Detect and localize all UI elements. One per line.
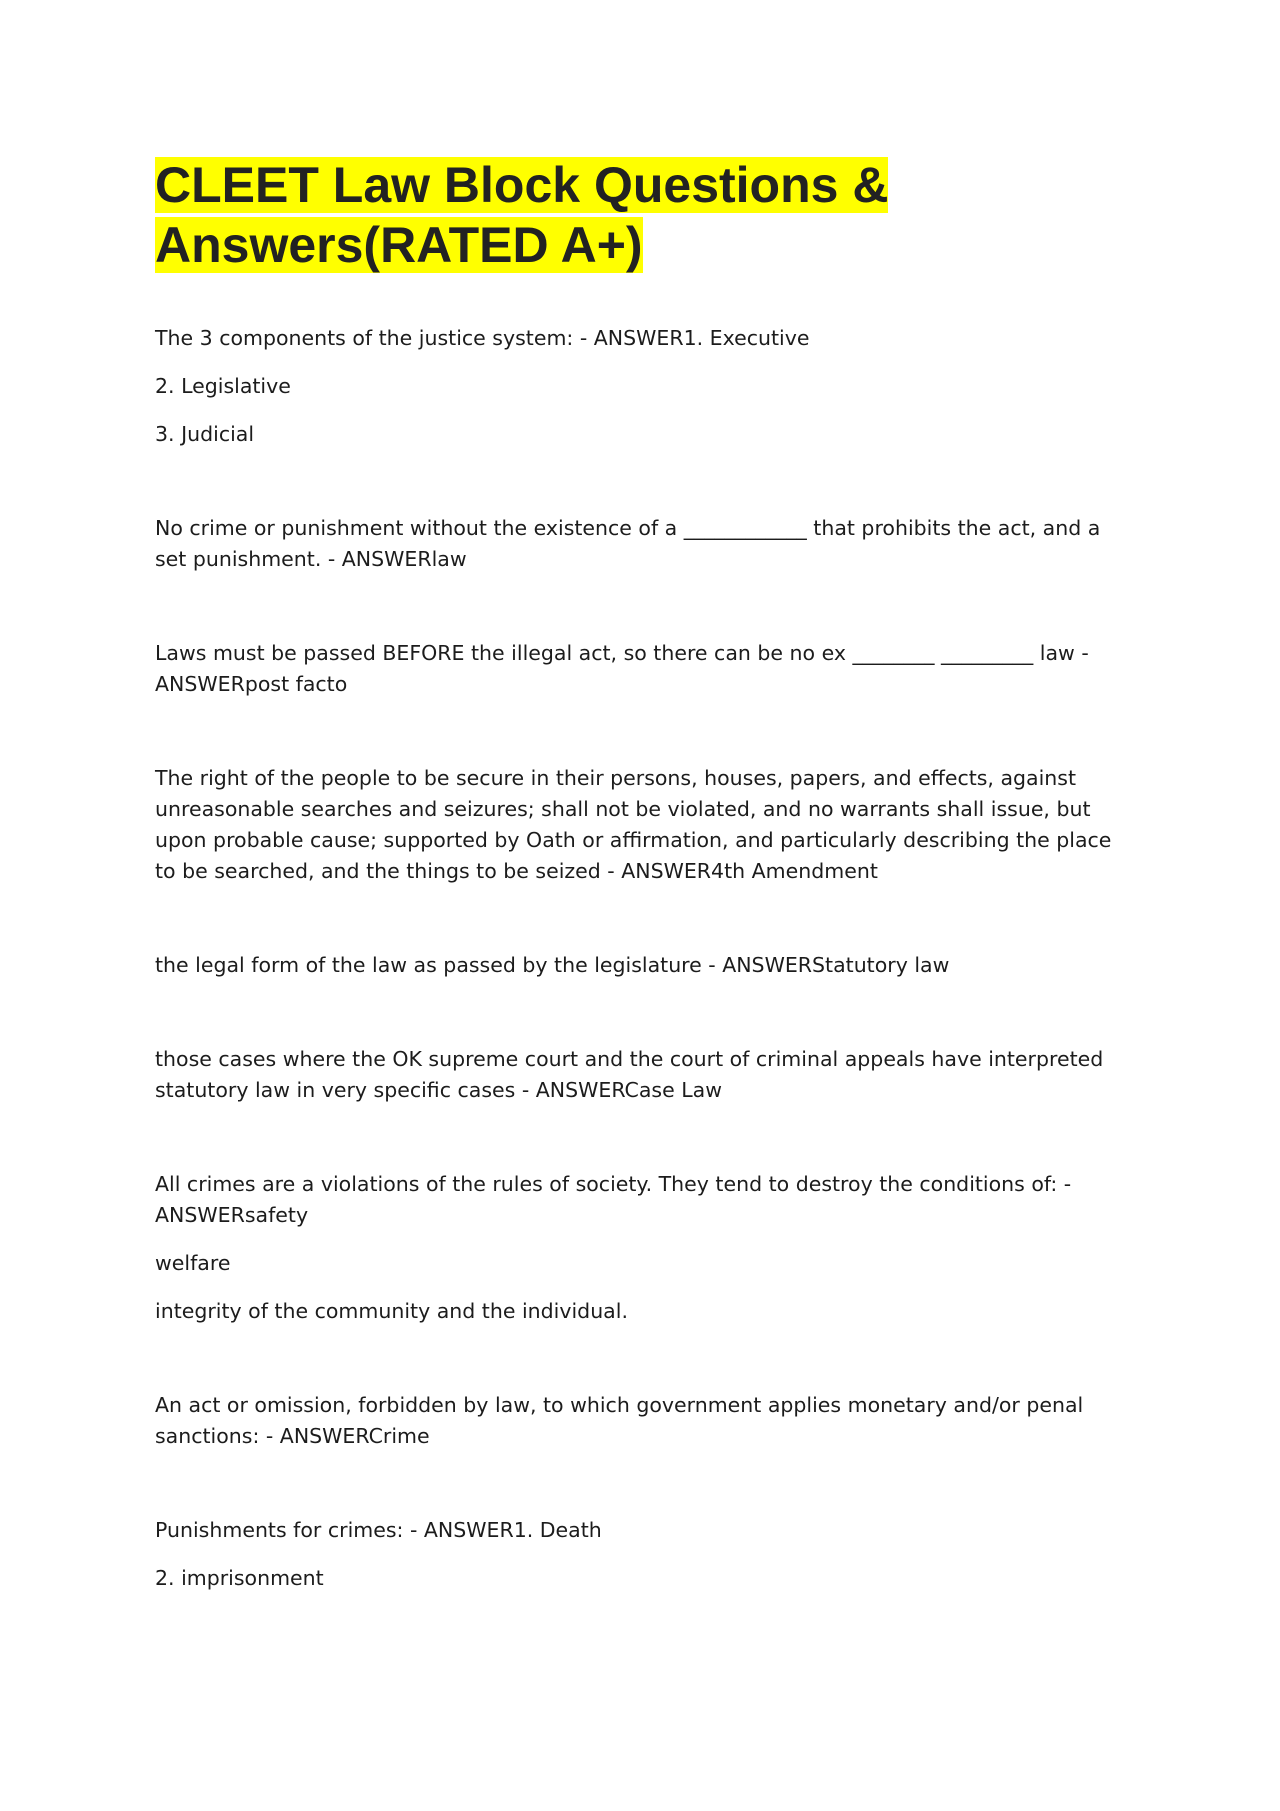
qa-item-9: [155, 1515, 1135, 1594]
spacer: [155, 904, 1135, 950]
spacer: [155, 717, 1135, 763]
document-title: [155, 155, 1135, 275]
qa-item-4: [155, 763, 1135, 887]
spacer: [155, 1469, 1135, 1515]
spacer: [155, 592, 1135, 638]
qa-line: No crime or punishment without the existence of a ____________ that prohibits the act, and a set punishment. - ANSWERlaw: [155, 516, 1101, 571]
qa-line: Laws must be passed BEFORE the illegal act, so there can be no ex ________ _________ law - ANSWERpost facto: [155, 641, 1089, 696]
spacer: [155, 467, 1135, 513]
qa-line: All crimes are a violations of the rules of society. They tend to destroy the conditions of: - ANSWERsafety: [155, 1172, 1072, 1227]
spacer: [155, 1123, 1135, 1169]
spacer: [155, 998, 1135, 1044]
qa-line: The right of the people to be secure in their persons, houses, papers, and effects, against unreasonable searches and seizures; shall not be violated, and no warrants shall issue, but upon probable cause; supported by Oath or affirmation, and particularly describing the place to be searched, and the things to be seized - ANSWER4th Amendment: [155, 766, 1112, 883]
title-highlight: CLEET Law Block Questions & Answers(RATED A+): [155, 157, 889, 273]
qa-line: welfare: [155, 1251, 231, 1275]
qa-item-3: [155, 638, 1135, 700]
qa-line: 2. Legislative: [155, 374, 291, 398]
qa-line: 3. Judicial: [155, 422, 255, 446]
qa-line: Punishments for crimes: - ANSWER1. Death: [155, 1518, 602, 1542]
document-content: [155, 155, 1135, 1611]
qa-line: An act or omission, forbidden by law, to which government applies monetary and/or penal sanctions: - ANSWERCrime: [155, 1393, 1084, 1448]
qa-item-2: [155, 513, 1135, 575]
qa-item-8: [155, 1390, 1135, 1452]
qa-item-5: [155, 950, 1135, 981]
qa-item-6: [155, 1044, 1135, 1106]
qa-item-7: [155, 1169, 1135, 1327]
qa-line: 2. imprisonment: [155, 1566, 324, 1590]
qa-item-1: [155, 323, 1135, 450]
qa-line: The 3 components of the justice system: - ANSWER1. Executive: [155, 326, 810, 350]
qa-line: the legal form of the law as passed by the legislature - ANSWERStatutory law: [155, 953, 950, 977]
spacer: [155, 1344, 1135, 1390]
qa-line: integrity of the community and the individual.: [155, 1299, 628, 1323]
qa-line: those cases where the OK supreme court and the court of criminal appeals have interpreted statutory law in very specific cases - ANSWERCase Law: [155, 1047, 1104, 1102]
